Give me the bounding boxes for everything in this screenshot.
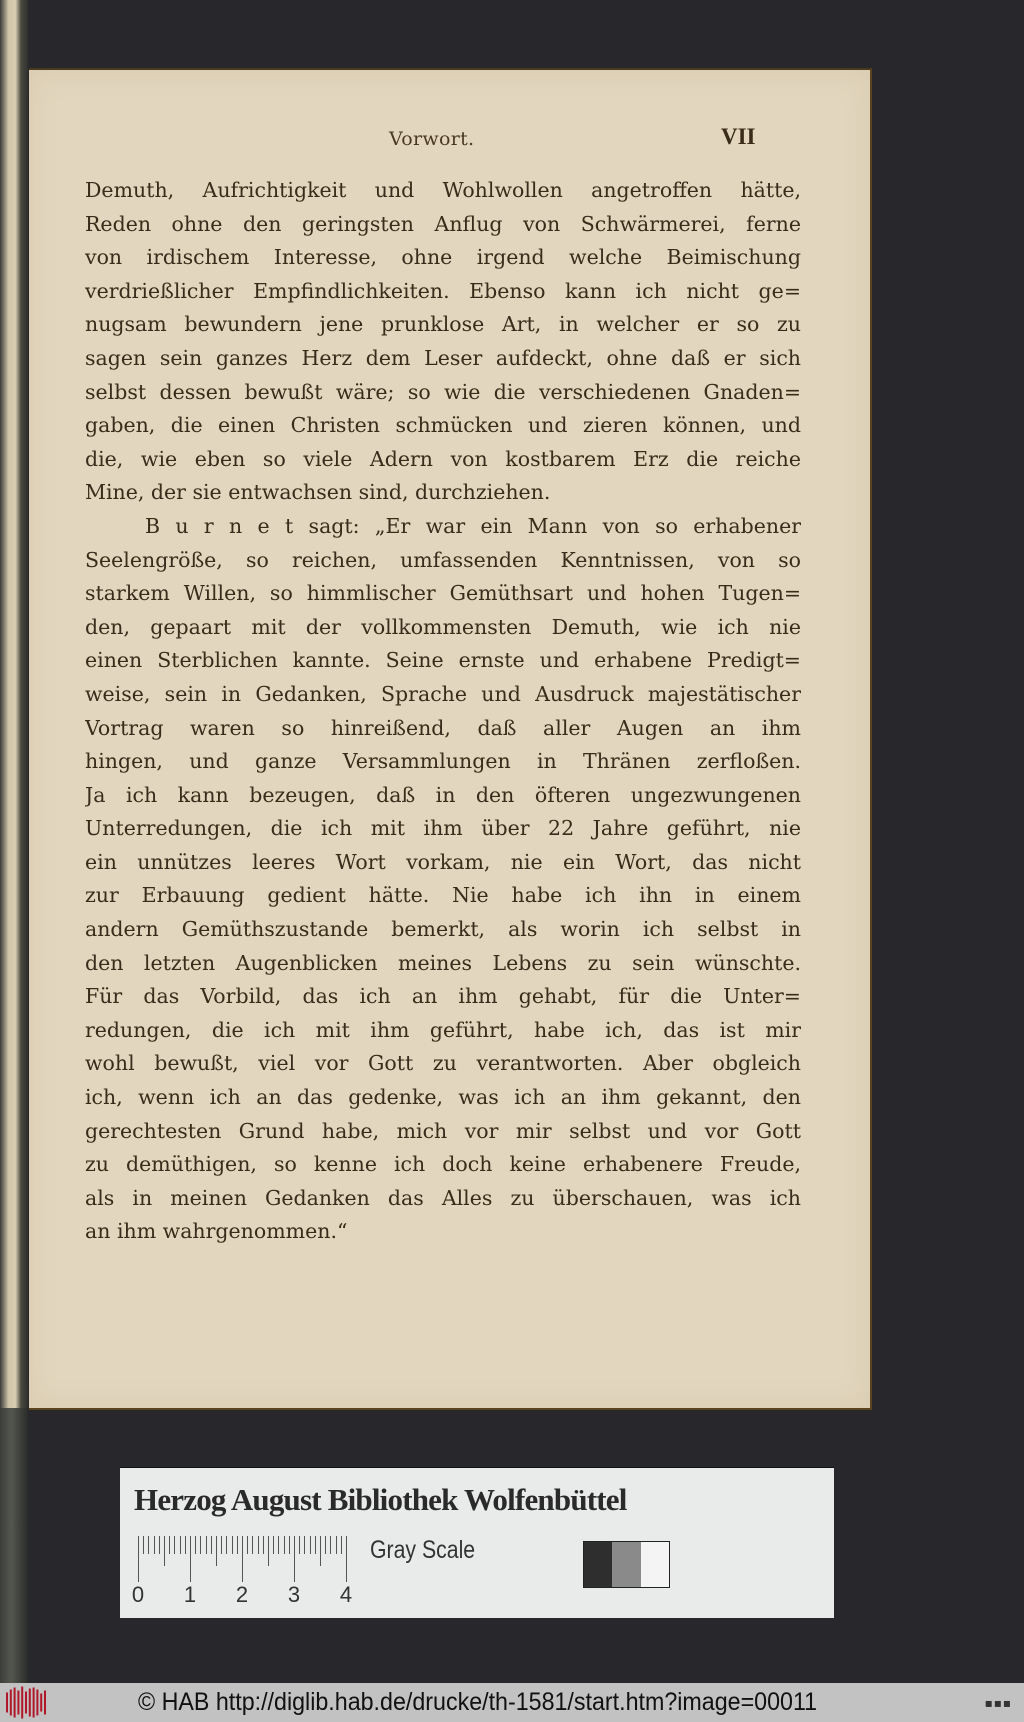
text-line: andern Gemüthszustande bemerkt, als worin ich selbst in [85, 917, 801, 942]
gray-swatch [641, 1542, 669, 1587]
ruler-tick [200, 1536, 201, 1554]
text-line: zu demüthigen, so kenne ich doch keine erhabenere Freude, [85, 1152, 801, 1177]
ruler-label: 2 [235, 1582, 249, 1607]
ruler-tick [294, 1536, 295, 1582]
gray-scale-label: Gray Scale [370, 1536, 476, 1564]
ruler-tick [315, 1536, 316, 1554]
ruler-tick [247, 1536, 248, 1554]
text-line: hingen, und ganze Versammlungen in Thränen zerfloßen. [85, 749, 801, 774]
copyright-url[interactable]: © HAB http://diglib.hab.de/drucke/th-1581/start.htm?image=00011 [138, 1688, 818, 1716]
running-head [29, 124, 870, 158]
text-line: Ja ich kann bezeugen, daß in den öfteren ungezwungenen [85, 782, 801, 807]
ruler-tick [159, 1536, 160, 1554]
ruler-tick [242, 1536, 243, 1582]
text-line: ich, wenn ich an das gedenke, was ich an ihm gekannt, den [85, 1085, 801, 1110]
ruler-tick [304, 1536, 305, 1554]
ruler-label: 4 [339, 1582, 353, 1607]
ruler-tick [221, 1536, 222, 1554]
ruler-label: 3 [287, 1582, 301, 1607]
text-line: B u r n e t sagt: „Er war ein Mann von so erhabener [145, 513, 801, 538]
ruler-tick [154, 1536, 155, 1554]
text-line: Vortrag waren so hinreißend, daß aller Augen an ihm [85, 715, 801, 740]
ruler-tick [346, 1536, 347, 1582]
ruler-tick [174, 1536, 175, 1554]
ruler-tick [278, 1536, 279, 1554]
text-line: gaben, die einen Christen schmücken und zieren können, und [85, 413, 801, 438]
gray-scale-swatches [583, 1541, 670, 1588]
ruler-tick [252, 1536, 253, 1554]
ruler-tick [195, 1536, 196, 1554]
ruler-tick [268, 1536, 269, 1566]
ruler-tick [138, 1536, 139, 1582]
book-page [29, 68, 872, 1410]
ruler-tick [216, 1536, 217, 1566]
text-line: gerechtesten Grund habe, mich vor mir selbst und vor Gott [85, 1118, 801, 1143]
text-line: Reden ohne den geringsten Anflug von Schwärmerei, ferne [85, 211, 801, 236]
hab-logo-icon[interactable] [4, 1686, 48, 1719]
scale-ruler [131, 1530, 358, 1608]
ruler-tick [226, 1536, 227, 1554]
text-line: Für das Vorbild, das ich an ihm gehabt, für die Unter= [85, 984, 801, 1009]
ruler-tick [190, 1536, 191, 1582]
text-line: redungen, die ich mit ihm geführt, habe ich, das ist mir [85, 1017, 801, 1042]
text-line: ein unnützes leeres Wort vorkam, nie ein Wort, das nicht [85, 849, 801, 874]
gray-swatch [584, 1542, 612, 1587]
ruler-tick [206, 1536, 207, 1554]
ruler-tick [169, 1536, 170, 1554]
page-body-text [85, 174, 801, 1249]
ruler-tick [320, 1536, 321, 1566]
ruler-tick [263, 1536, 264, 1554]
ruler-tick [164, 1536, 165, 1566]
text-line: sagen sein ganzes Herz dem Leser aufdeckt, ohne daß er sich [85, 345, 801, 370]
text-line: an ihm wahrgenommen.“ [85, 1219, 348, 1244]
text-line: wohl bewußt, viel vor Gott zu verantworten. Aber obgleich [85, 1051, 801, 1076]
library-name: Herzog August Bibliothek Wolfenbüttel [134, 1482, 627, 1517]
text-line: Unterredungen, die ich mit ihm über 22 Jahre geführt, nie [85, 816, 801, 841]
ruler-tick [237, 1536, 238, 1554]
ruler-label: 0 [131, 1582, 145, 1607]
text-line: einen Sterblichen kannte. Seine ernste und erhabene Predigt= [85, 648, 801, 673]
text-line: starkem Willen, so himmlischer Gemüthsart und hohen Tugen= [85, 581, 801, 606]
text-line: nugsam bewundern jene prunklose Art, in welcher er so zu [85, 312, 801, 337]
ruler-tick [148, 1536, 149, 1554]
text-line: Mine, der sie entwachsen sind, durchziehen. [85, 480, 551, 505]
ruler-tick [341, 1536, 342, 1554]
ruler-tick [284, 1536, 285, 1554]
text-line: den letzten Augenblicken meines Lebens zu sein wünschte. [85, 950, 801, 975]
running-title: Vorwort. [389, 128, 475, 150]
ruler-tick [232, 1536, 233, 1554]
text-line: Demuth, Aufrichtigkeit und Wohlwollen angetroffen hätte, [85, 178, 801, 202]
text-line: den, gepaart mit der vollkommensten Demuth, wie ich nie [85, 614, 801, 639]
ruler-tick [325, 1536, 326, 1554]
ruler-tick [273, 1536, 274, 1554]
gray-swatch [612, 1542, 640, 1587]
ruler-tick [336, 1536, 337, 1554]
page-number: VII [721, 124, 756, 149]
ruler-tick [211, 1536, 212, 1554]
ruler-tick [143, 1536, 144, 1554]
ruler-tick [185, 1536, 186, 1554]
ruler-label: 1 [183, 1582, 197, 1607]
book-binding-lower [0, 1408, 28, 1683]
text-line: als in meinen Gedanken das Alles zu überschauen, was ich [85, 1185, 801, 1210]
text-line: zur Erbauung gedient hätte. Nie habe ich ihn in einem [85, 883, 801, 908]
text-line: weise, sein in Gedanken, Sprache und Ausdruck majestätischer [85, 681, 801, 706]
footer-bar [0, 1683, 1024, 1722]
ruler-tick [310, 1536, 311, 1554]
ruler-tick [258, 1536, 259, 1554]
text-line: Seelengröße, so reichen, umfassenden Kenntnissen, von so [85, 547, 801, 572]
text-line: von irdischem Interesse, ohne irgend welche Beimischung [85, 245, 801, 270]
color-calibration-card [120, 1467, 834, 1618]
ruler-tick [180, 1536, 181, 1554]
ruler-tick [289, 1536, 290, 1554]
more-options-button[interactable]: ▪▪▪ [984, 1696, 1012, 1710]
ruler-tick [330, 1536, 331, 1554]
ruler-tick [299, 1536, 300, 1554]
text-line: verdrießlicher Empfindlichkeiten. Ebenso kann ich nicht ge= [85, 278, 801, 303]
text-line: selbst dessen bewußt wäre; so wie die verschiedenen Gnaden= [85, 379, 801, 404]
text-line: die, wie eben so viele Adern von kostbarem Erz die reiche [85, 446, 801, 471]
